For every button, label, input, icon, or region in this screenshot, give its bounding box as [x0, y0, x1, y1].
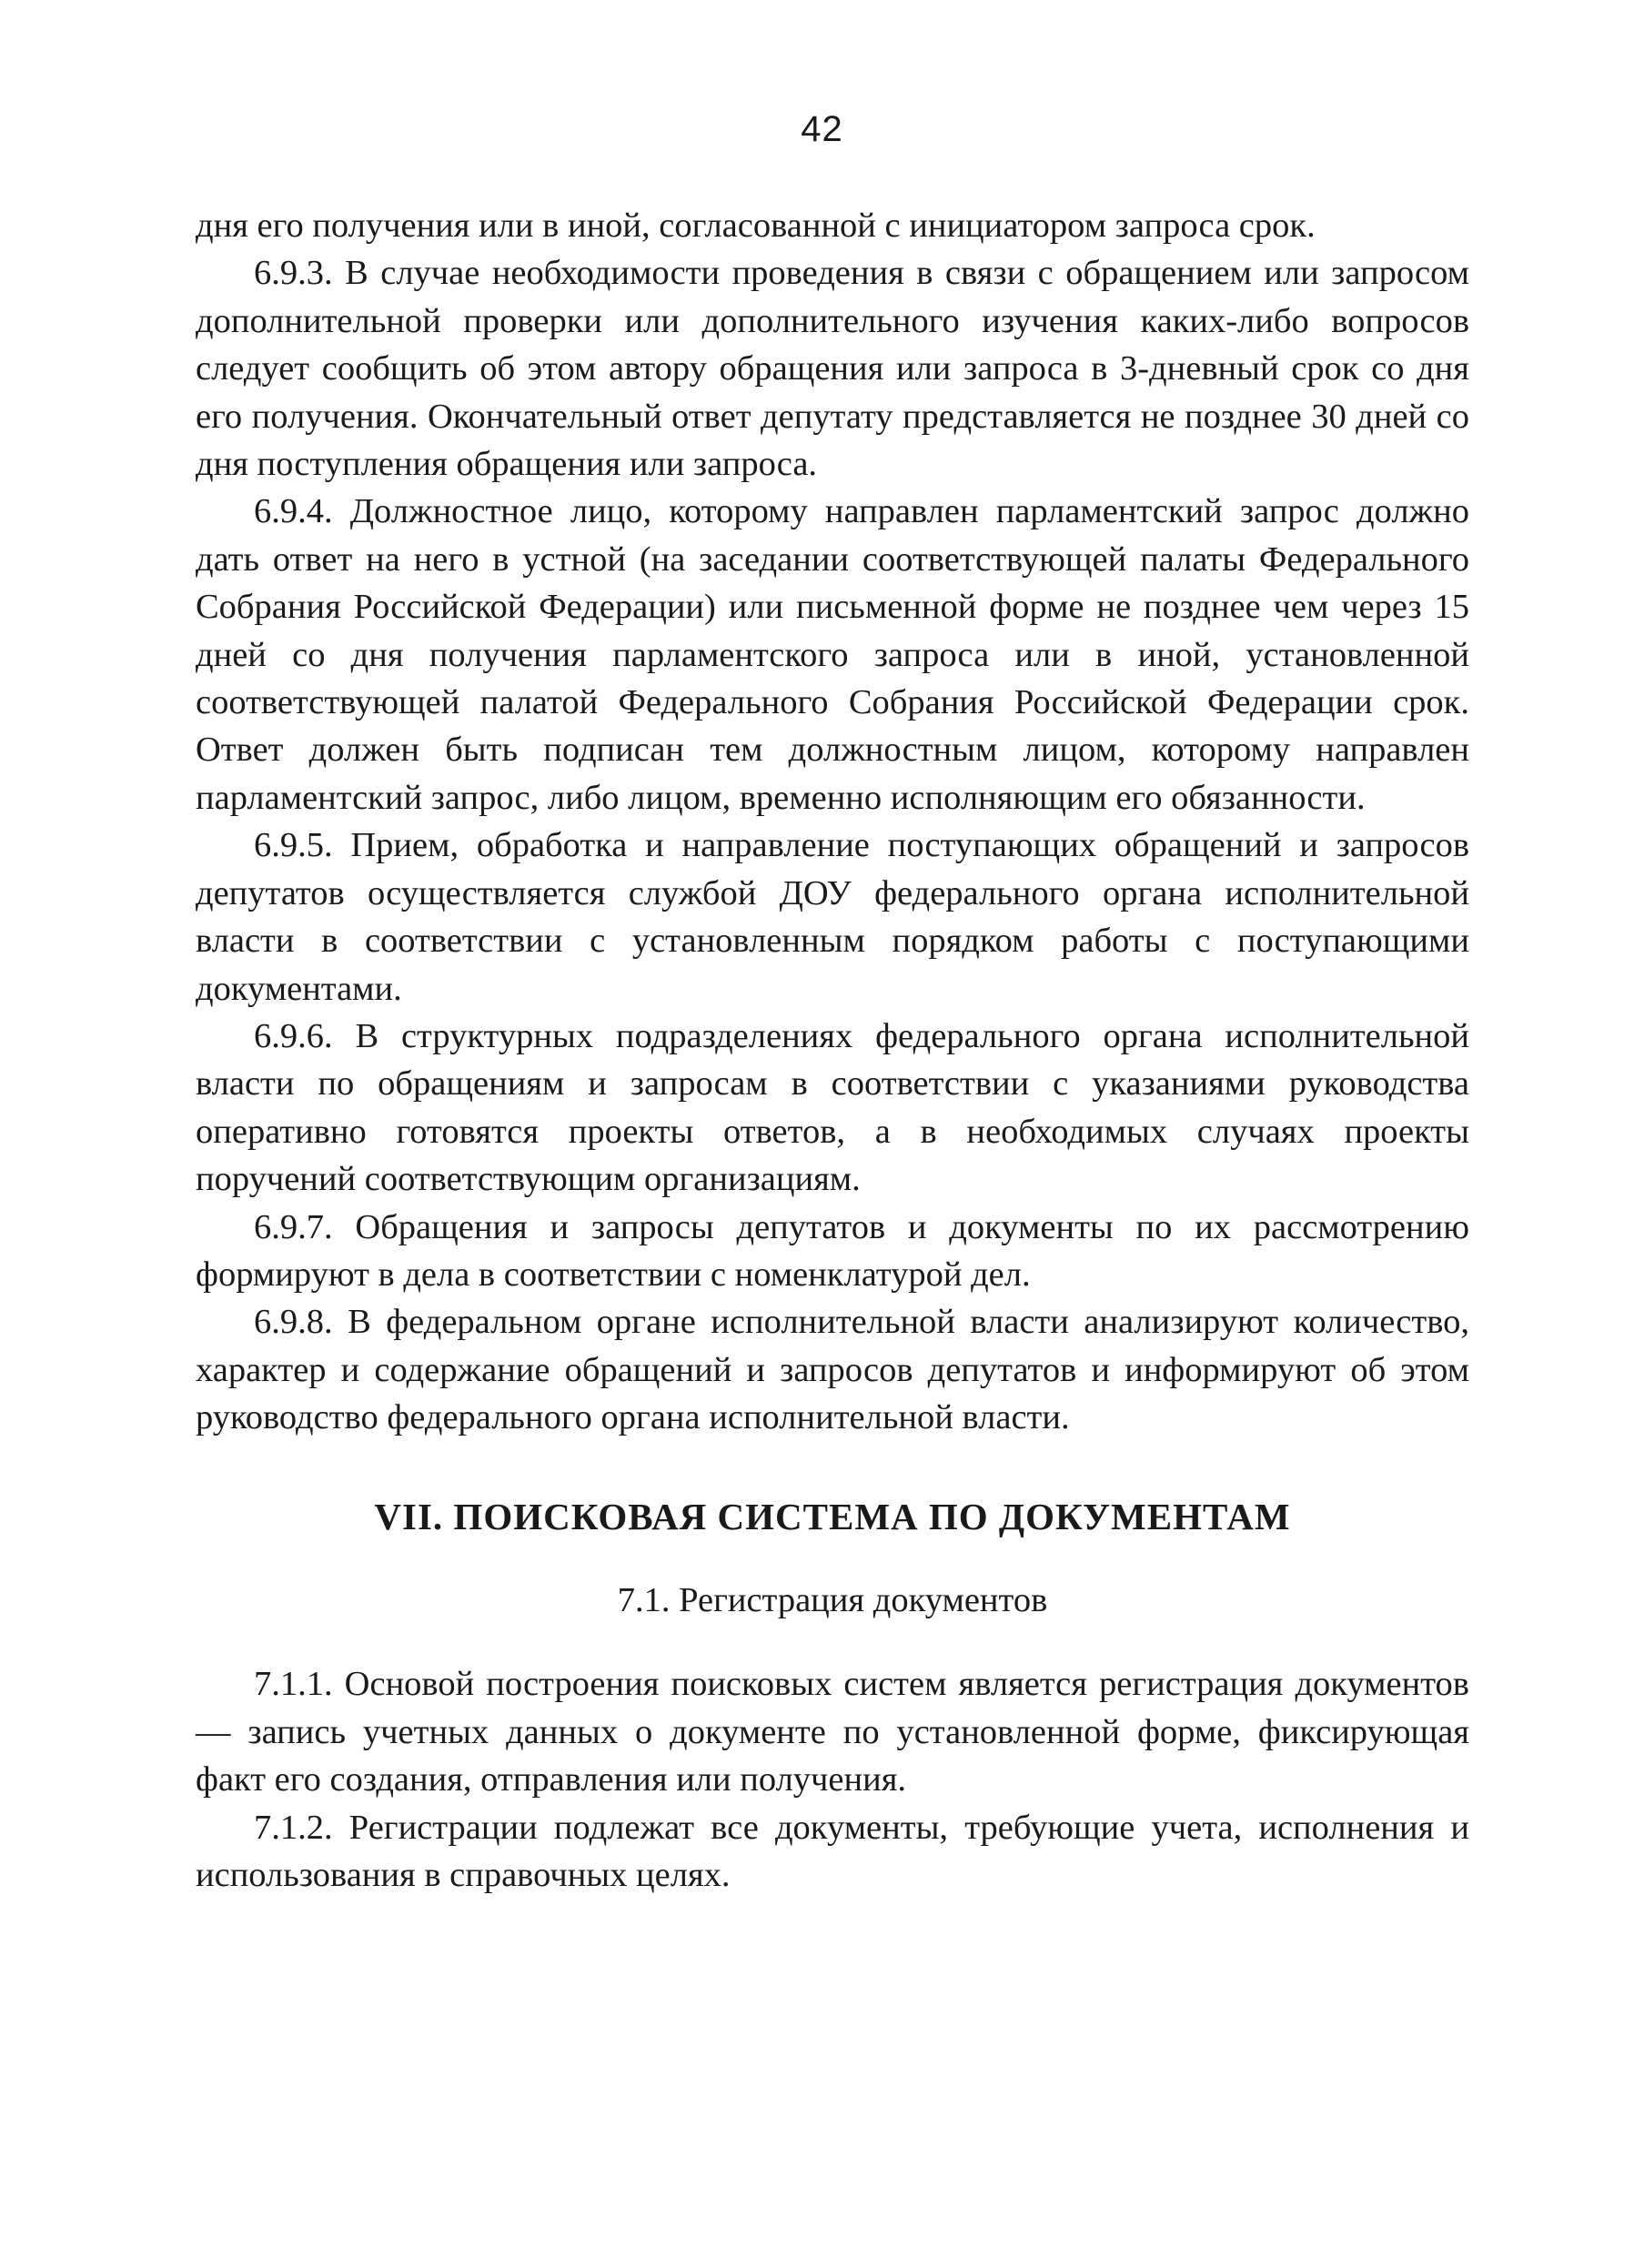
paragraph-6-9-8: 6.9.8. В федеральном органе исполнительной власти анализируют количество, характер и содержание обращений и запросов депутатов и информируют об этом руководство федерального органа исполнительной власти.: [196, 1303, 1469, 1437]
paragraph-6-9-5: 6.9.5. Прием, обработка и направление поступающих обращений и запросов депутатов осуществляется службой ДОУ федерального органа исполнительной власти в соответствии с установленным порядком работы с поступающими документами.: [196, 826, 1469, 1008]
paragraph-6-9-6: 6.9.6. В структурных подразделениях федерального органа исполнительной власти по обращениям и запросам в соответствии с указаниями руководства оперативно готовятся проекты ответов, а в необходимых случаях проекты поручений соответствующим организациям.: [196, 1016, 1469, 1199]
document-body: [196, 202, 1469, 1899]
paragraph-7-1-1: 7.1.1. Основой построения поисковых систем является регистрация документов — запись учетных данных о документе по установленной форме, фиксирующая факт его создания, отправления или получения.: [196, 1665, 1469, 1799]
paragraph-6-9-7: 6.9.7. Обращения и запросы депутатов и документы по их рассмотрению формируют в дела в соответствии с номенклатурой дел.: [196, 1207, 1469, 1294]
paragraph-6-9-4: 6.9.4. Должностное лицо, которому направлен парламентский запрос должно дать ответ на него в устной (на заседании соответствующей палаты Федерального Собрания Российской Федерации) или письменной форме не позднее чем через 15 дней со дня получения парламентского запроса или в иной, установленной соответствующей палатой Федерального Собрания Российской Федерации срок. Ответ должен быть подписан тем должностным лицом, которому направлен парламентский запрос, либо лицом, временно исполняющим его обязанности.: [196, 492, 1469, 817]
paragraph-7-1-2: 7.1.2. Регистрации подлежат все документы, требующие учета, исполнения и использования в справочных целях.: [196, 1808, 1469, 1894]
paragraph-6-9-3: 6.9.3. В случае необходимости проведения в связи с обращением или запросом дополнительной проверки или дополнительного изучения каких-либо вопросов следует сообщить об этом автору обращения или запроса в 3-дневный срок со дня его получения. Окончательный ответ депутату представляется не позднее 30 дней со дня поступления обращения или запроса.: [196, 254, 1469, 484]
paragraph-continuation: дня его получения или в иной, согласованной с инициатором запроса срок.: [196, 207, 1316, 245]
section-heading: VII. ПОИСКОВАЯ СИСТЕМА ПО ДОКУМЕНТАМ: [374, 1495, 1291, 1537]
page-number: 42: [801, 109, 843, 149]
subsection-heading: 7.1. Регистрация документов: [617, 1580, 1048, 1619]
